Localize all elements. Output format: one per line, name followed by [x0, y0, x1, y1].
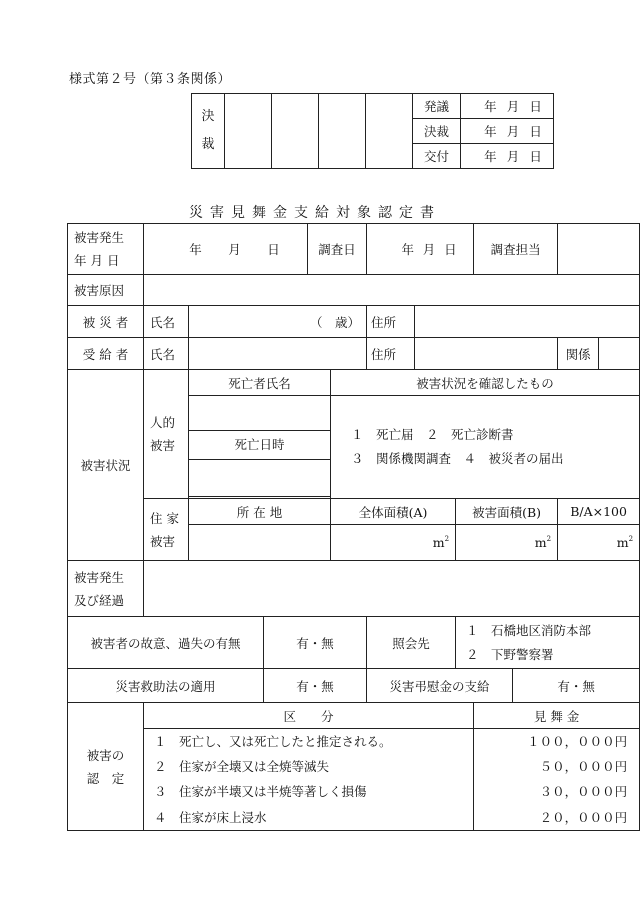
recipient-name-label: 氏名 — [144, 338, 189, 370]
relief-act-label: 災害救助法の適用 — [68, 669, 264, 703]
human-damage-label: 人的 被害 — [144, 370, 189, 499]
approval-stamp-4[interactable] — [366, 94, 413, 169]
approval-label: 決 裁 — [192, 94, 225, 169]
certification-label: 被害の 認 定 — [68, 703, 144, 831]
referral-options[interactable]: １ 石橋地区消防本部 ２ 下野警察署 — [456, 617, 640, 669]
referral-label: 照会先 — [367, 617, 456, 669]
approval-stamp-2[interactable] — [272, 94, 319, 169]
death-datetime-label: 死亡日時 — [189, 431, 330, 460]
occurrence-row — [68, 224, 640, 275]
damage-status-label: 被害状況 — [68, 370, 144, 561]
confirmation-header: 被害状況を確認したもの — [331, 370, 640, 396]
approval-row-label: 発議 — [413, 94, 461, 119]
form-number: 様式第２号（第３条関係） — [69, 72, 232, 87]
recipient-label: 受 給 者 — [68, 338, 144, 370]
recipient-address-field[interactable] — [415, 338, 558, 370]
approval-row-date[interactable]: 年 月 日 — [461, 119, 554, 144]
certification-item-text[interactable]: ４ 住家が床上浸水 — [144, 804, 474, 831]
certification-item-amount: ５０，０００円 — [474, 754, 640, 779]
certification-item-text[interactable]: ２ 住家が全壊又は全焼等滅失 — [144, 754, 474, 779]
certification-item-row — [68, 779, 640, 804]
cause-field[interactable] — [144, 275, 640, 306]
victim-row — [68, 306, 640, 338]
inspector-field[interactable] — [558, 224, 640, 275]
approval-row-label: 決裁 — [413, 119, 461, 144]
location-field[interactable] — [189, 525, 331, 561]
certification-header-row — [68, 703, 640, 729]
cause-row — [68, 275, 640, 306]
house-damage-header-row — [68, 499, 640, 525]
occurrence-date-label: 被害発生 年 月 日 — [68, 224, 144, 275]
fault-row — [68, 617, 640, 669]
approval-row-label: 交付 — [413, 144, 461, 169]
process-label: 被害発生 及び経過 — [68, 561, 144, 617]
deceased-name-field[interactable] — [189, 396, 330, 431]
condolence-label: 災害弔慰金の支給 — [367, 669, 513, 703]
victim-address-field[interactable] — [415, 306, 640, 338]
relief-act-value[interactable]: 有・無 — [264, 669, 367, 703]
category-header: 区 分 — [144, 703, 474, 729]
cause-label: 被害原因 — [68, 275, 144, 306]
recipient-relation-field[interactable] — [599, 338, 640, 370]
certification-item-row — [68, 729, 640, 754]
total-area-field[interactable]: $m^2$ — [331, 525, 456, 561]
human-damage-header-row — [68, 370, 640, 396]
damage-area-label: 被害面積(B) — [456, 499, 558, 525]
confirmation-options[interactable]: １ 死亡届 ２ 死亡診断書 ３ 関係機関調査 ４ 被災者の届出 — [331, 396, 640, 499]
death-datetime-field[interactable] — [189, 460, 330, 496]
recipient-row — [68, 338, 640, 370]
occurrence-date-field[interactable]: 年 月 日 — [144, 224, 308, 275]
certification-item-amount: ２０，０００円 — [474, 804, 640, 831]
condolence-value[interactable]: 有・無 — [513, 669, 640, 703]
victim-name-label: 氏名 — [144, 306, 189, 338]
fault-value[interactable]: 有・無 — [264, 617, 367, 669]
survey-date-field[interactable]: 年 月 日 — [367, 224, 474, 275]
process-field[interactable] — [144, 561, 640, 617]
relief-row — [68, 669, 640, 703]
certification-item-row — [68, 754, 640, 779]
approval-row-date[interactable]: 年 月 日 — [461, 144, 554, 169]
inspector-label: 調査担当 — [474, 224, 558, 275]
survey-date-label: 調査日 — [308, 224, 367, 275]
ratio-field[interactable]: $m^2$ — [558, 525, 640, 561]
document-title: 災害見舞金支給対象認定書 — [189, 205, 441, 221]
certification-item-text[interactable]: １ 死亡し、又は死亡したと推定される。 — [144, 729, 474, 754]
victim-name-age-field[interactable]: （ 歳） — [189, 306, 367, 338]
deceased-detail-cell — [189, 396, 331, 497]
approval-box — [191, 93, 554, 169]
amount-header: 見 舞 金 — [474, 703, 640, 729]
total-area-label: 全体面積(A) — [331, 499, 456, 525]
certification-form — [67, 223, 640, 831]
recipient-relation-label: 関係 — [558, 338, 599, 370]
certification-item-row — [68, 804, 640, 831]
certification-item-text[interactable]: ３ 住家が半壊又は半焼等著しく損傷 — [144, 779, 474, 804]
recipient-address-label: 住所 — [367, 338, 415, 370]
approval-stamp-3[interactable] — [319, 94, 366, 169]
certification-item-amount: １００，０００円 — [474, 729, 640, 754]
approval-row-date[interactable]: 年 月 日 — [461, 94, 554, 119]
ratio-label: B/A×100 — [558, 499, 640, 525]
recipient-name-field[interactable] — [189, 338, 367, 370]
certification-item-amount: ３０，０００円 — [474, 779, 640, 804]
victim-address-label: 住所 — [367, 306, 415, 338]
victim-label: 被 災 者 — [68, 306, 144, 338]
house-damage-label: 住 家 被害 — [144, 499, 189, 561]
deceased-name-label: 死亡者氏名 — [189, 370, 331, 396]
approval-stamp-1[interactable] — [225, 94, 272, 169]
process-row — [68, 561, 640, 617]
location-label: 所 在 地 — [189, 499, 331, 525]
damage-area-field[interactable]: $m^2$ — [456, 525, 558, 561]
fault-label: 被害者の故意、過失の有無 — [68, 617, 264, 669]
